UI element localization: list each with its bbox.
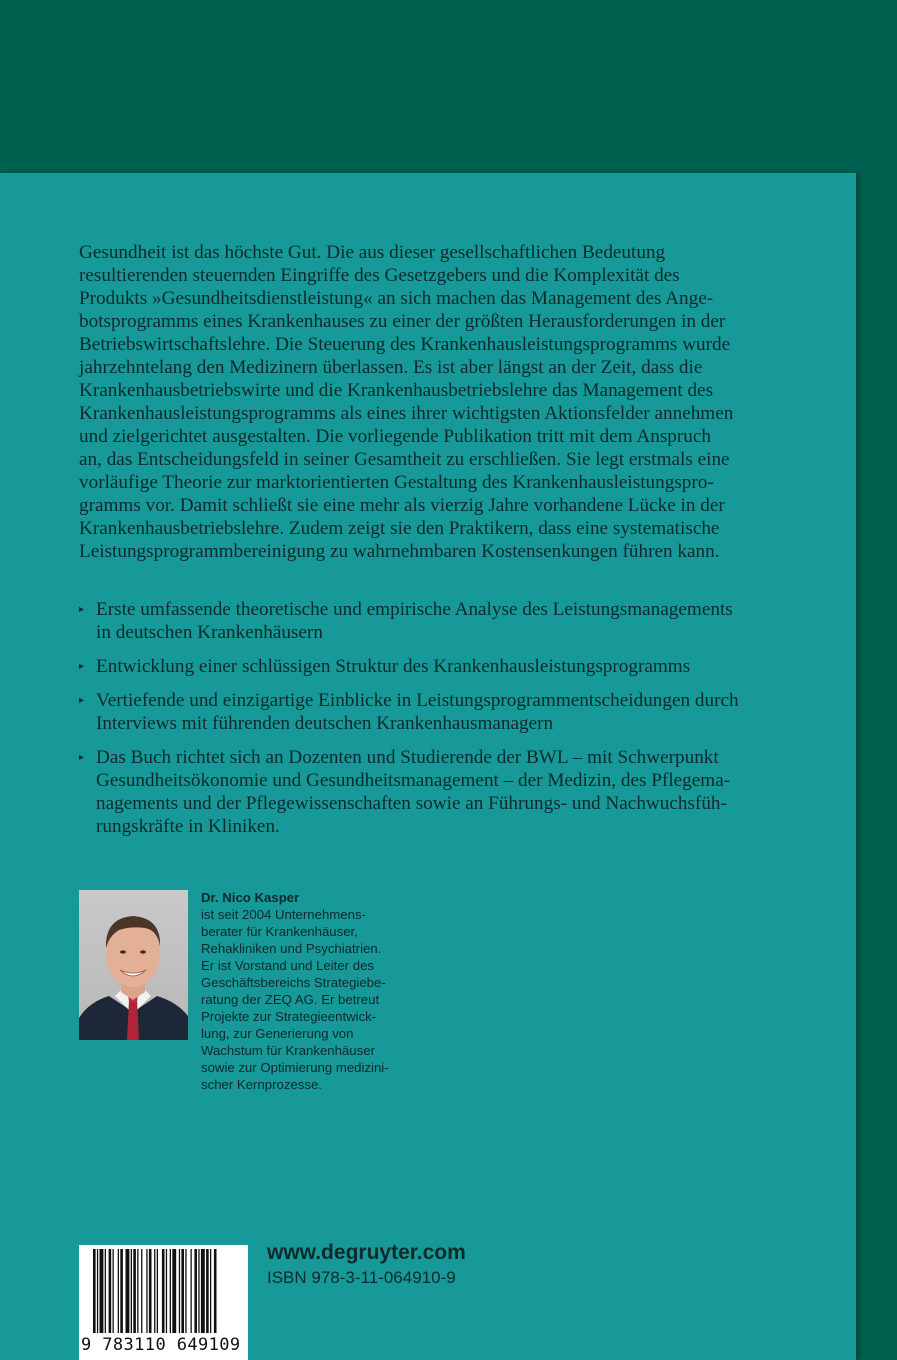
barcode-bar [133,1249,136,1333]
barcode-bar [109,1249,112,1333]
author-name: Dr. Nico Kasper [201,890,300,905]
blurb-line: Produkts »Gesundheitsdienstleistung« an sich machen das Management des Ange- [79,288,714,309]
barcode-bar [157,1249,158,1333]
author-bio-line: ratung der ZEQ AG. Er betreut [201,992,380,1007]
barcode-bar [146,1249,147,1333]
isbn-barcode [79,1245,248,1360]
barcode-bar [118,1249,119,1333]
blurb-line: Krankenhausbetriebslehre. Zudem zeigt sie den Praktikern, dass eine systematische [79,518,720,539]
barcode-bar [181,1249,184,1333]
blurb-line: resultierenden steuernden Eingriffe des Gesetzgebers und die Komplexität des [79,265,680,286]
list-item-line: rungskräfte in Kliniken. [96,816,280,837]
portrait-illustration [79,890,188,1040]
list-item [79,746,799,838]
publisher-website: www.degruyter.com [267,1241,466,1264]
blurb-line: Leistungsprogrammbereinigung zu wahrnehmbaren Kostensenkungen führen kann. [79,541,720,562]
author-bio-line: Er ist Vorstand und Leiter des [201,958,375,973]
barcode-bar [137,1249,138,1333]
blurb-text [79,241,779,563]
barcode-bar [198,1249,199,1333]
blurb-line: Krankenhausbetriebswirte und die Krankenhausbetriebslehre das Management des [79,380,714,401]
blurb-line: botsprogramms eines Krankenhauses zu einer der größten Herausforderungen in der [79,311,726,332]
blurb-line: Krankenhausleistungsprogramms als eines ihrer wichtigsten Aktionsfelder annehmen [79,403,734,424]
barcode-bar [97,1249,98,1333]
list-item [79,598,799,644]
barcode-bar [214,1249,217,1333]
list-item [79,655,799,678]
author-bio-line: scher Kernprozesse. [201,1077,322,1092]
barcode-bar [154,1249,155,1333]
blurb-line: an, das Entscheidungsfeld in seiner Gesamtheit zu erschließen. Sie legt erstmals eine [79,449,730,470]
triangle-bullet-icon: ▸ [79,752,85,763]
barcode-bar [206,1249,209,1333]
barcode-bar [162,1249,165,1333]
author-bio-line: Rehakliniken und Psychiatrien. [201,941,382,956]
triangle-bullet-icon: ▸ [79,604,85,615]
list-item [79,689,799,735]
blurb-line: Betriebswirtschaftslehre. Die Steuerung des Krankenhausleistungsprogramms wurde [79,334,731,355]
barcode-bar [201,1249,205,1333]
blurb-line: gramms vor. Damit schließt sie eine mehr als vierzig Jahre vorhandene Lücke in der [79,495,725,516]
author-bio-line: Projekte zur Strategieentwick- [201,1009,377,1024]
barcode-bar [141,1249,142,1333]
author-bio-line: ist seit 2004 Unternehmens- [201,907,366,922]
barcode-bar [120,1249,123,1333]
blurb-line: jahrzehntelang den Medizinern überlassen. Es ist aber längst an der Zeit, dass die [79,357,703,378]
author-bio-line: lung, zur Generierung von [201,1026,354,1041]
feature-list [79,598,799,849]
triangle-bullet-icon: ▸ [79,695,85,706]
author-bio-line: Wachstum für Krankenhäuser [201,1043,375,1058]
author-bio-line: Geschäftsbereichs Strategiebe- [201,975,386,990]
blurb-line: Gesundheit ist das höchste Gut. Die aus dieser gesellschaftlichen Bedeutung [79,242,666,263]
barcode-bar [100,1249,104,1333]
barcode-bar [131,1249,132,1333]
barcode-bar [170,1249,171,1333]
author-bio [201,889,441,1093]
barcode-bar [93,1249,96,1333]
list-item-line: Interviews mit führenden deutschen Krankenhausmanagern [96,713,554,734]
barcode-bar [179,1249,180,1333]
blurb-line: vorläufige Theorie zur marktorientierten Gestaltung des Krankenhausleistungspro- [79,472,714,493]
barcode-bar [126,1249,130,1333]
author-photo [79,890,188,1040]
barcode-bar [191,1249,192,1333]
barcode-bar [172,1249,176,1333]
barcode-bar [105,1249,106,1333]
barcode-digits: 9 783110 649109 [81,1335,241,1355]
blurb-line: und zielgerichtet ausgestalten. Die vorliegende Publikation tritt mit dem Anspruch [79,426,711,447]
barcode-bar [149,1249,152,1333]
list-item-line: Gesundheitsökonomie und Gesundheitsmanagement – der Medizin, des Pflegema- [96,770,731,791]
author-bio-line: sowie zur Optimierung medizini- [201,1060,389,1075]
barcode-bar [113,1249,114,1333]
barcode-bars [79,1245,248,1337]
barcode-bar [166,1249,167,1333]
barcode-bar [210,1249,211,1333]
list-item-line: in deutschen Krankenhäusern [96,622,323,643]
barcode-bar [185,1249,186,1333]
list-item-line: nagements und der Pflegewissenschaften sowie an Führungs- und Nachwuchsfüh- [96,793,727,814]
isbn-number: ISBN 978-3-11-064910-9 [267,1268,456,1287]
author-bio-line: berater für Krankenhäuser, [201,924,358,939]
list-item-line: Das Buch richtet sich an Dozenten und Studierende der BWL – mit Schwerpunkt [96,747,719,768]
list-item-line: Vertiefende und einzigartige Einblicke in Leistungsprogrammentscheidungen durch [96,690,739,711]
list-item-line: Erste umfassende theoretische und empirische Analyse des Leistungsmanagements [96,599,733,620]
barcode-bar [194,1249,197,1333]
list-item-line: Entwicklung einer schlüssigen Struktur des Krankenhausleistungsprogramms [96,656,691,677]
triangle-bullet-icon: ▸ [79,661,85,672]
